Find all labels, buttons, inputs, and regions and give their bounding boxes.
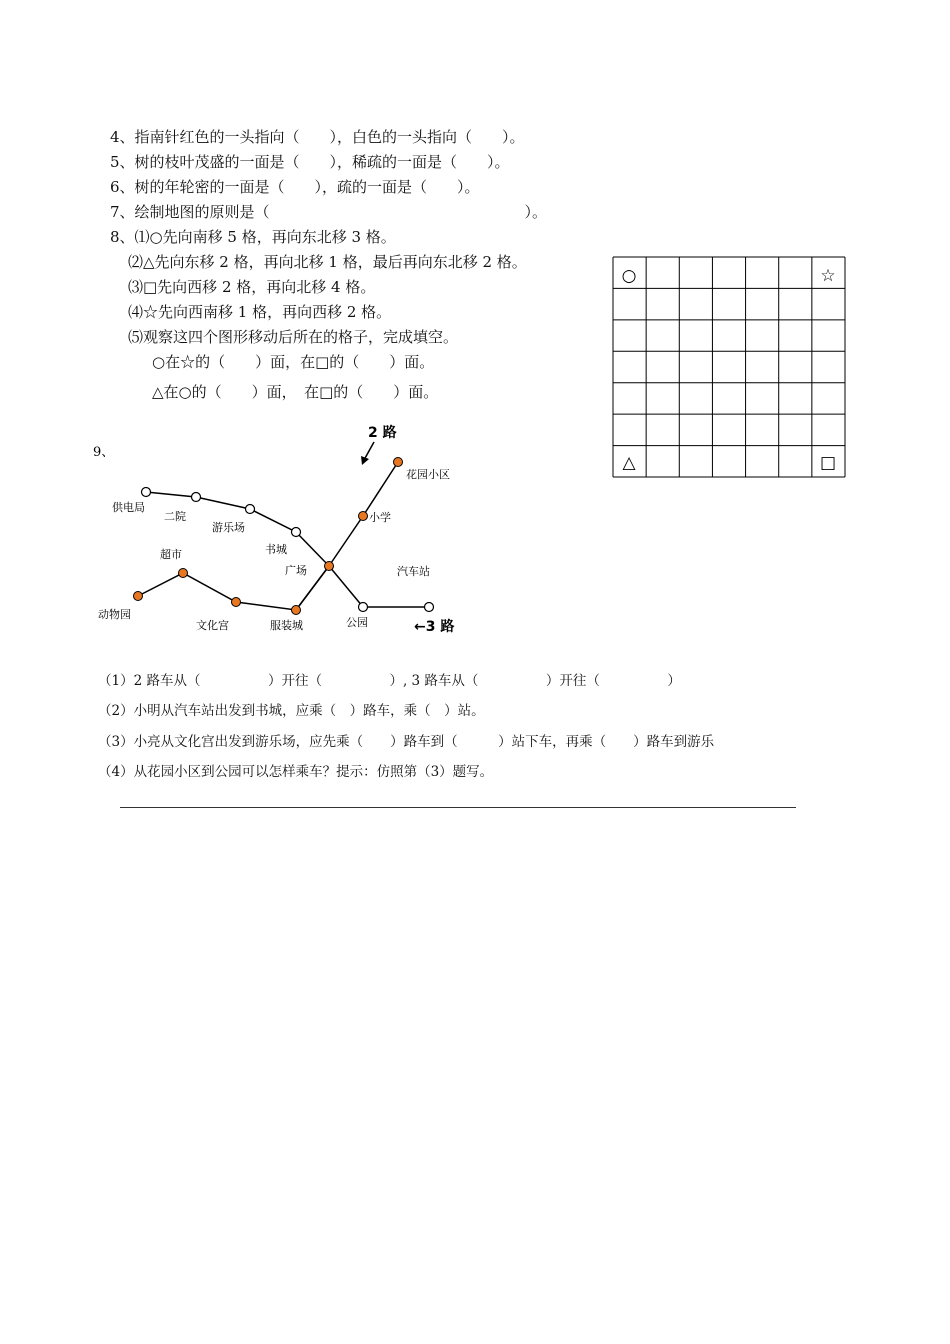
question-8-fill-2: △在○的（ ）面， 在□的（ ）面。 — [152, 383, 439, 401]
label-shucheng: 书城 — [265, 543, 287, 556]
question-8-part-5: ⑸观察这四个图形移动后所在的格子，完成填空。 — [128, 328, 459, 346]
question-9-sub-3: （3）小亮从文化宫出发到游乐场，应先乘（ ）路车到（ ）站下车，再乘（ ）路车到游乐 — [98, 734, 715, 750]
route-2-label: 2 路 — [368, 425, 397, 441]
label-dongwuyuan: 动物园 — [98, 608, 131, 621]
station-gongdianju — [142, 488, 151, 497]
label-eryuan: 二院 — [164, 510, 186, 523]
label-guangchang: 广场 — [285, 564, 307, 577]
label-wenhuagong: 文化宫 — [196, 619, 229, 632]
station-wenhuagong — [232, 598, 241, 607]
label-fuzhuangcheng: 服装城 — [270, 619, 303, 632]
station-huayuanxiaoqu — [394, 458, 403, 467]
question-9-sub-4: （4）从花园小区到公园可以怎样乘车？提示：仿照第（3）题写。 — [98, 764, 494, 780]
question-8-part-1: 8、⑴○先向南移 5 格，再向东北移 3 格。 — [110, 228, 396, 246]
station-youlechang — [246, 505, 255, 514]
square-symbol: □ — [819, 453, 837, 473]
route-3-label: ←3 路 — [414, 619, 455, 635]
label-qichezhan: 汽车站 — [397, 565, 430, 578]
star-symbol: ☆ — [820, 266, 836, 286]
question-9-sub-1: （1）2 路车从（ ）开往（ ）, 3 路车从（ ）开往（ ） — [98, 673, 681, 689]
question-7: 7、绘制地图的原则是（ ）。 — [110, 203, 548, 221]
question-8-part-4: ⑷☆先向西南移 1 格，再向西移 2 格。 — [128, 303, 392, 321]
triangle-symbol: △ — [622, 453, 636, 473]
station-route-3-end — [425, 603, 434, 612]
bus-route-map — [90, 420, 490, 645]
label-chaoshi: 超市 — [160, 548, 182, 561]
station-shucheng — [292, 528, 301, 537]
answer-line — [120, 807, 796, 808]
question-8-fill-1: ○在☆的（ ）面，在□的（ ）面。 — [152, 353, 435, 371]
station-fuzhuangcheng — [292, 606, 301, 615]
route-2-arrow-shaft — [364, 442, 374, 460]
question-8-part-3: ⑶□先向西移 2 格，再向北移 4 格。 — [128, 278, 376, 296]
station-dongwuyuan — [134, 592, 143, 601]
label-gongyuan: 公园 — [346, 616, 368, 629]
station-eryuan — [192, 493, 201, 502]
question-8-part-2: ⑵△先向东移 2 格，再向北移 1 格，最后再向东北移 2 格。 — [128, 253, 527, 271]
question-9-sub-2: （2）小明从汽车站出发到书城，应乘（ ）路车，乘（ ）站。 — [98, 703, 485, 719]
label-gongdianju: 供电局 — [112, 501, 145, 514]
station-chaoshi — [179, 569, 188, 578]
question-5: 5、树的枝叶茂盛的一面是（ ），稀疏的一面是（ ）。 — [110, 153, 510, 171]
question-4: 4、指南针红色的一头指向（ ），白色的一头指向（ ）。 — [110, 128, 525, 146]
question-6: 6、树的年轮密的一面是（ ），疏的一面是（ ）。 — [110, 178, 480, 196]
station-guangchang — [325, 562, 334, 571]
label-youlechang: 游乐场 — [212, 521, 245, 534]
station-gongyuan — [359, 603, 368, 612]
question-9-number: 9、 — [93, 445, 115, 460]
label-xiaoxue: 小学 — [369, 511, 391, 524]
label-huayuanxiaoqu: 花园小区 — [406, 468, 450, 481]
station-xiaoxue — [359, 512, 368, 521]
circle-symbol: ○ — [621, 266, 637, 286]
movement-grid — [612, 256, 846, 478]
